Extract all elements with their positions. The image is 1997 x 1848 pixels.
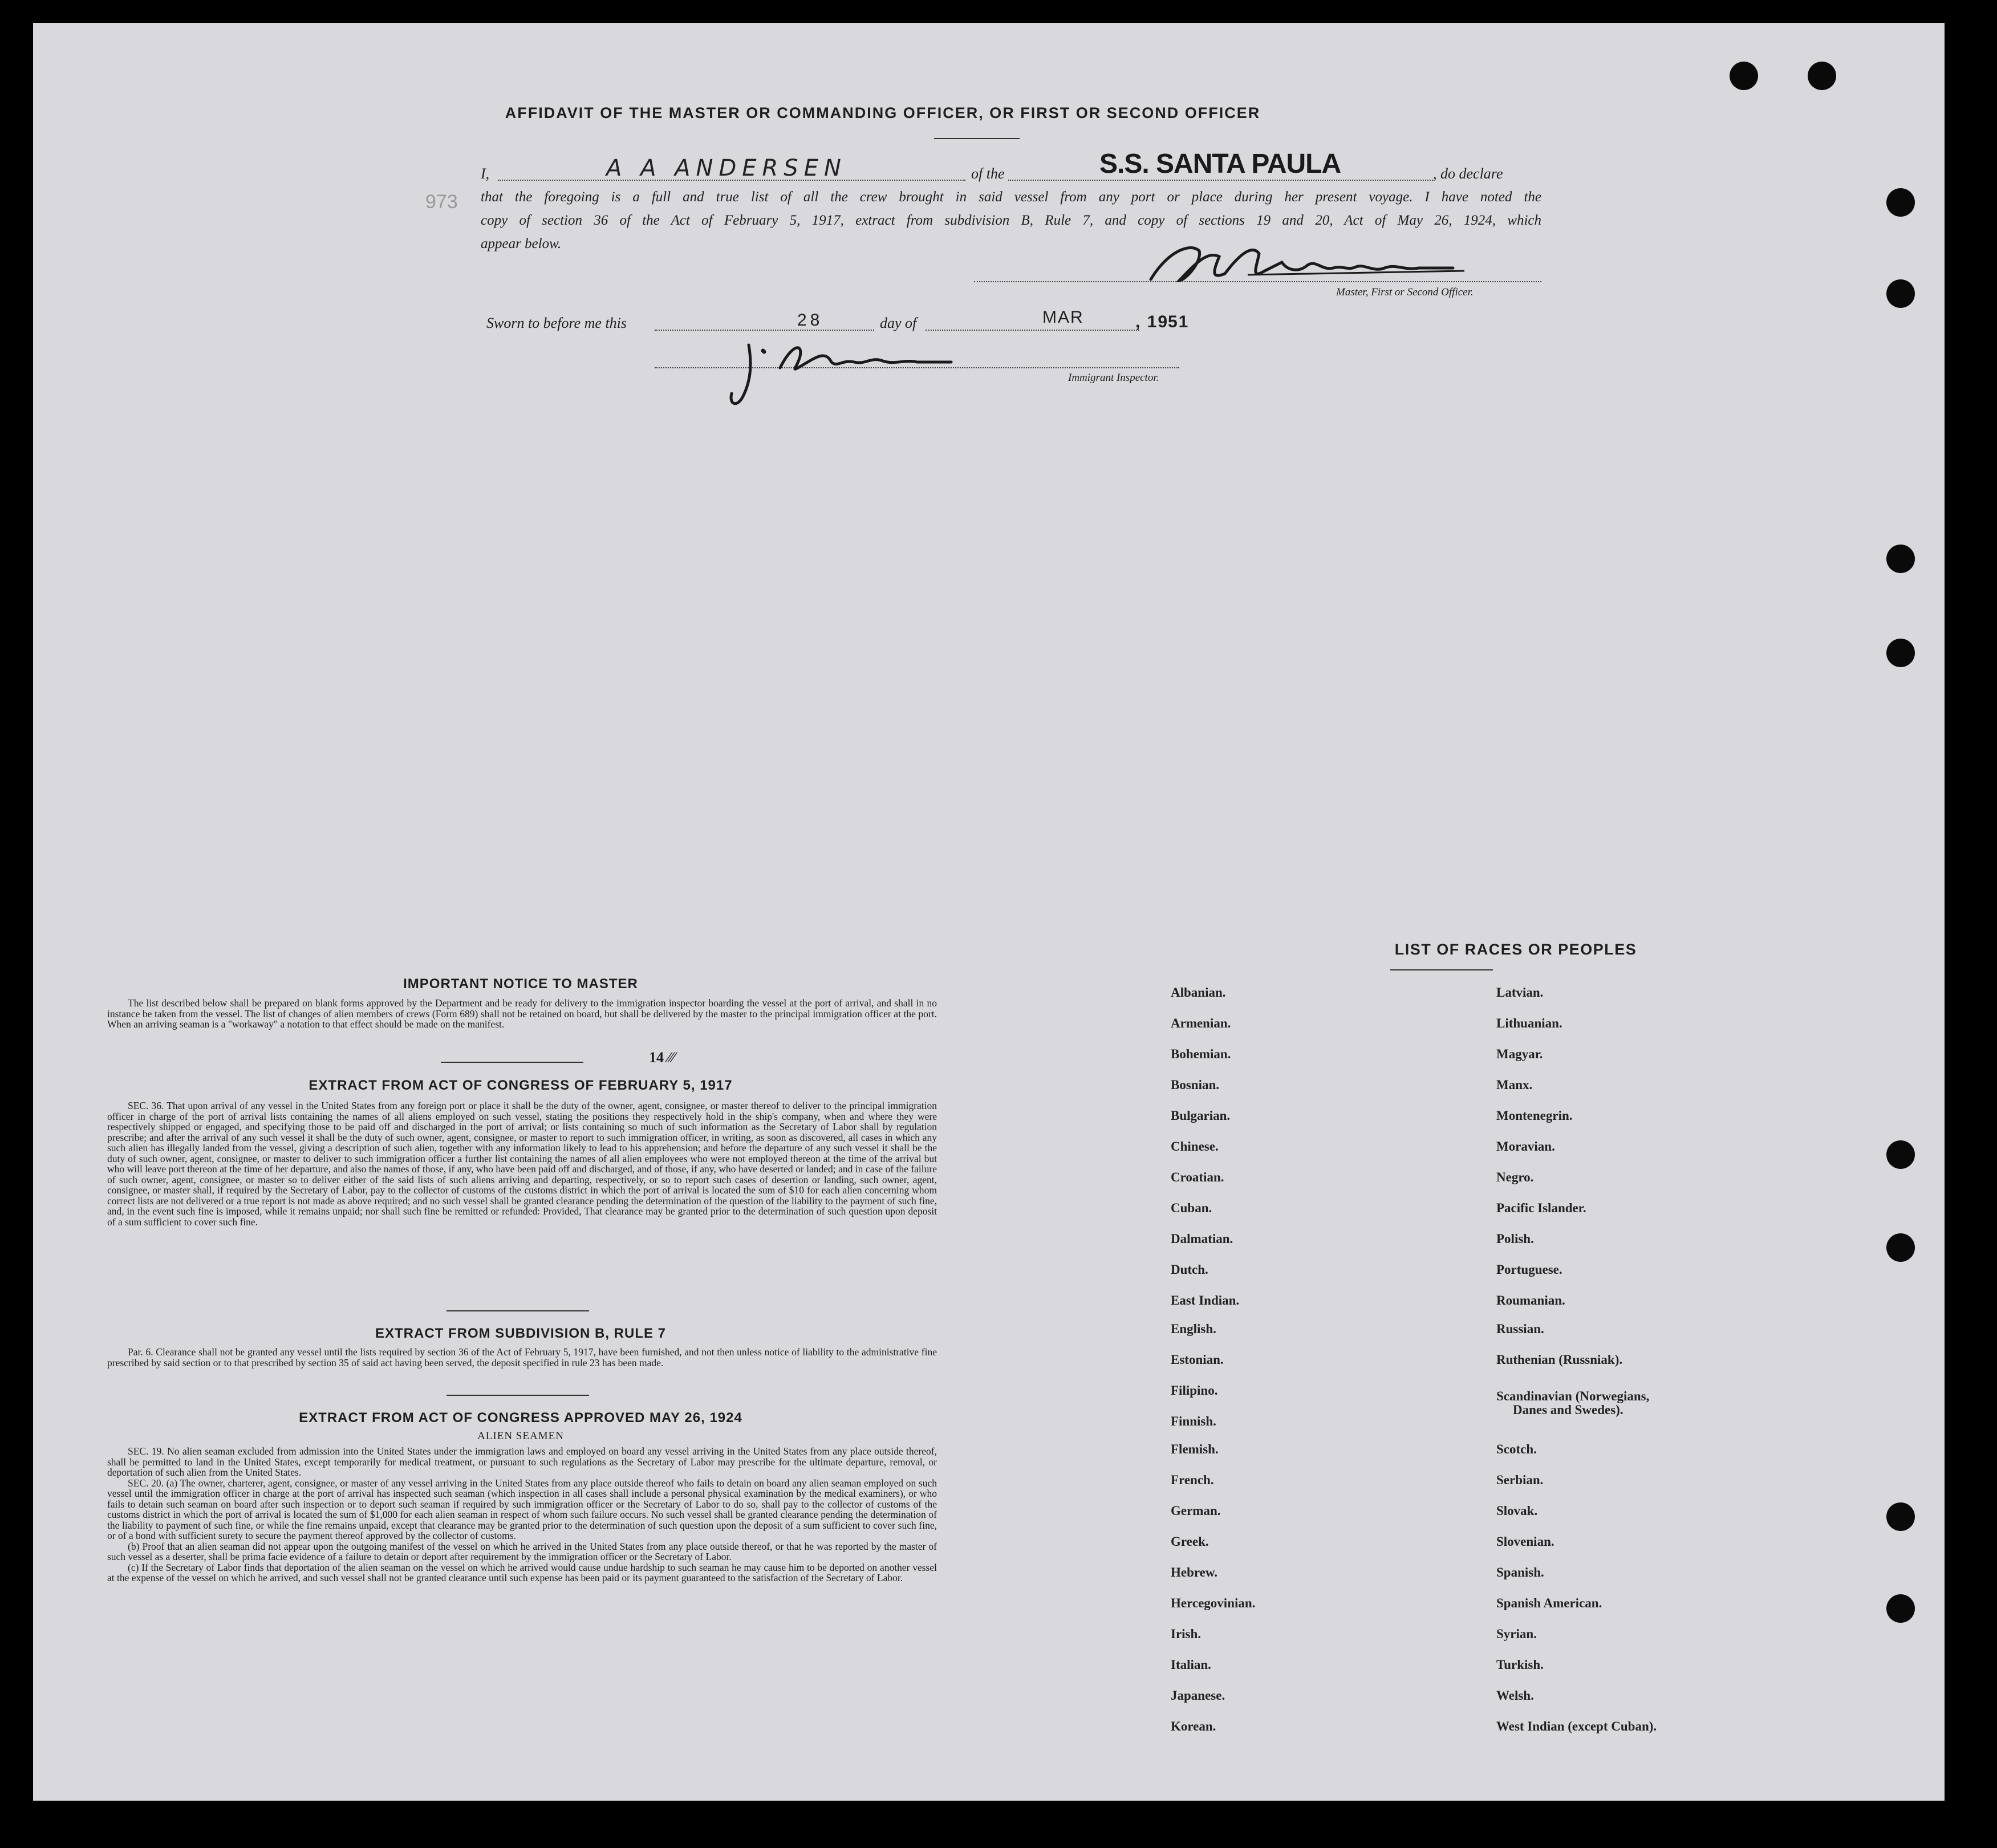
notice-mark: 14 ⁄⁄⁄ — [649, 1049, 675, 1066]
race-item: Estonian. — [1171, 1353, 1224, 1367]
rule7-title: EXTRACT FROM SUBDIVISION B, RULE 7 — [375, 1326, 667, 1341]
section-20a-paragraph: SEC. 20. (a) The owner, charterer, agent, consignee, or master of any vessel arriving in the United States from any place outside thereof who fails to detain on board any alien seaman employed on such vessel until the immigration officer in charge at the port of arrival has inspected such seaman (which inspection in all cases shall include a personal physical examination by the medical examiners), or who fails to detain such seaman on board after such inspection or to deport such seaman if required by such immigration officer or the Secretary of Labor to do so, shall pay to the collector of customs of the customs district in which the port of arrival is located the sum of $1,000 for each alien seaman in respect of whom such failure occurs. No such vessel shall be granted clearance pending the determination of the liability to payment of such fine, or while the fine remains unpaid, except that clearance may be granted prior to the determination of such question upon the deposit of a sum sufficient to cover such fine, or of a bond with sufficient surety to secure the payment thereof approved by the collector of customs. — [107, 1477, 937, 1541]
inspector-caption: Immigrant Inspector. — [1068, 372, 1159, 384]
race-item: Korean. — [1171, 1719, 1216, 1733]
race-item: Flemish. — [1171, 1442, 1219, 1456]
race-item: Portuguese. — [1496, 1262, 1562, 1277]
notice-title: IMPORTANT NOTICE TO MASTER — [403, 976, 638, 992]
notice-paragraph: The list described below shall be prepared on blank forms approved by the Department and be ready for delivery to the immigration inspector boarding the vessel at the port of arrival, and shall in no instance be taken from the vessel. The list of changes of alien members of crews (Form 689) shall not be retained on board, but shall be delivered by the master to the principal immigration officer at the port. When an arriving seaman is a "workaway" a notation to that effect should be made on the manifest. — [107, 997, 937, 1030]
sworn-year: 51 — [1168, 312, 1190, 331]
rule7-paragraph: Par. 6. Clearance shall not be granted any vessel until the lists required by section 36 of the Act of February 5, 1917, have been furnished, and not then unless notice of liability to the administrative fine prescribed by said section or to that prescribed by section 35 of said act having been served, the deposit specified in rule 23 has been made. — [107, 1346, 937, 1368]
sworn-day: 28 — [797, 311, 823, 330]
punch-hole — [1886, 1140, 1915, 1169]
extract-1924-title: EXTRACT FROM ACT OF CONGRESS APPROVED MAY 26, 1924 — [299, 1410, 742, 1425]
race-item: Welsh. — [1496, 1688, 1534, 1703]
year-prefix: , 19 — [1135, 312, 1169, 331]
race-item: Filipino. — [1171, 1383, 1218, 1398]
race-item: English. — [1171, 1322, 1216, 1336]
section-20c-paragraph: (c) If the Secretary of Labor finds that deportation of the alien seaman on the vessel on which he arrived would cause undue hardship to such seaman he may cause him to be deported on another vessel at the expense of the vessel on which he arrived, and such vessel shall not be granted clearance until such expense has been paid or its payment guaranteed to the satisfaction of the Secretary of Labor. — [107, 1561, 937, 1583]
month-line — [926, 330, 1139, 331]
alien-seamen-subtitle: ALIEN SEAMEN — [477, 1430, 564, 1442]
race-item: Magyar. — [1496, 1047, 1543, 1061]
race-item: Italian. — [1171, 1658, 1211, 1672]
race-item: Manx. — [1496, 1078, 1533, 1092]
race-item: Montenegrin. — [1496, 1108, 1573, 1123]
race-item: Chinese. — [1171, 1139, 1219, 1154]
title-rule — [934, 138, 1020, 139]
race-item: Pacific Islander. — [1496, 1201, 1586, 1215]
race-item: Japanese. — [1171, 1688, 1225, 1703]
punch-hole — [1886, 188, 1915, 217]
section-36-paragraph: SEC. 36. That upon arrival of any vessel in the United States from any foreign port or place it shall be the duty of the owner, agent, consignee, or master thereof to deliver to the principal immigration officer in charge of the port of arrival lists containing the names of all aliens employed on such vessel, stating the positions they respectively hold in the ship's company, when and where they were respectively shipped or engaged, and specifying those to be paid off and discharged in the port of arrival; or lists containing so much of such information as the Secretary of Labor shall by regulation prescribe; and after the arrival of any such vessel it shall be the duty of such owner, agent, consignee, or master to report to such immigration officer, in writing, as soon as discovered, all cases in which any such alien has illegally landed from the vessel, giving a description of such alien, together with any information likely to lead to his apprehension; and before the departure of any such vessel it shall be the duty of such owner, agent, consignee, or master to deliver to such immigration officer a further list containing the names of all alien employees who were not employed thereon at the time of the arrival but who will leave port thereon at the time of her departure, and also the names of those, if any, who have been paid off and discharged, and of those, if any, who have deserted or landed; and in case of the failure of such owner, agent, consignee, or master so to deliver either of the said lists of such aliens arriving and departing, respectively, or so to report such cases of desertion or landing, such owner, agent, consignee, or master shall, if required by the Secretary of Labor, pay to the collector of customs of the customs district in which the port of arrival is located the sum of $10 for each alien concerning whom correct lists are not delivered or a true report is not made as above required; and no such vessel shall be granted clearance pending the determination of the question of the liability to the payment of such fine, and, in the event such fine is imposed, while it remains unpaid; nor shall such fine be remitted or refunded: Provided, That clearance may be granted prior to the determination of such question upon deposit of a sum sufficient to cover such fine. — [107, 1100, 937, 1228]
race-item: Spanish American. — [1496, 1596, 1602, 1610]
race-item: West Indian (except Cuban). — [1496, 1719, 1657, 1733]
punch-hole — [1886, 545, 1915, 573]
race-item: Finnish. — [1171, 1414, 1216, 1428]
race-item: Hebrew. — [1171, 1565, 1217, 1579]
section-20b-paragraph: (b) Proof that an alien seaman did not appear upon the outgoing manifest of the vessel on which he arrived in the United States from any place outside thereof, or that he was reported by the master of such vessel as a deserter, shall be prima facie evidence of a failure to detain or deport after requirement by the immigration officer or the Secretary of Labor. — [107, 1540, 937, 1562]
punch-hole — [1886, 1502, 1915, 1531]
race-item: Latvian. — [1496, 985, 1544, 1000]
section-rule — [447, 1310, 589, 1311]
race-item: Scotch. — [1496, 1442, 1537, 1456]
document-sheet — [33, 23, 1945, 1801]
race-item: Turkish. — [1496, 1658, 1544, 1672]
race-item: Armenian. — [1171, 1016, 1231, 1030]
sworn-month: MAR — [1042, 308, 1084, 327]
master-caption: Master, First or Second Officer. — [1336, 286, 1474, 298]
race-item: German. — [1171, 1504, 1221, 1518]
affidavit-body-line: appear below. — [481, 236, 562, 251]
i-label: I, — [481, 165, 490, 182]
race-item: French. — [1171, 1473, 1214, 1487]
race-item: Syrian. — [1496, 1627, 1537, 1641]
race-item: Greek. — [1171, 1534, 1209, 1549]
affidavit-body-line: copy of section 36 of the Act of February 5, 1917, extract from subdivision B, Rule 7, and copy of sections 19 and 20, Act of May 26, 1924, which — [481, 213, 1541, 228]
punch-hole — [1730, 62, 1758, 90]
master-signature — [1145, 239, 1499, 291]
races-title-rule — [1390, 969, 1493, 970]
extract-1917-text — [107, 1100, 937, 1227]
vessel-name: S.S. SANTA PAULA — [1099, 149, 1341, 179]
race-item: Irish. — [1171, 1627, 1202, 1641]
race-item: Scandinavian (Norwegians, — [1496, 1389, 1650, 1403]
race-item: Slovak. — [1496, 1504, 1538, 1518]
race-item: Dalmatian. — [1171, 1232, 1233, 1246]
vessel-line — [1008, 180, 1433, 181]
section-rule — [441, 1062, 583, 1063]
of-the-label: of the — [971, 165, 1005, 182]
inspector-signature — [717, 334, 985, 413]
races-title: LIST OF RACES OR PEOPLES — [1394, 941, 1637, 958]
race-item: Lithuanian. — [1496, 1016, 1562, 1030]
race-item: Bosnian. — [1171, 1078, 1220, 1092]
day-of-label: day of — [880, 315, 917, 331]
race-item: Albanian. — [1171, 985, 1226, 1000]
extract-1924-text — [107, 1446, 937, 1583]
master-name: A A ANDERSEN — [606, 155, 847, 181]
race-item: Hercegovinian. — [1171, 1596, 1256, 1610]
notice-text — [107, 998, 937, 1030]
race-item: Negro. — [1496, 1170, 1534, 1184]
extract-1917-title: EXTRACT FROM ACT OF CONGRESS OF FEBRUARY 5, 1917 — [309, 1078, 733, 1093]
punch-hole — [1886, 1233, 1915, 1262]
race-item: Dutch. — [1171, 1262, 1208, 1277]
race-item: Moravian. — [1496, 1139, 1555, 1154]
affidavit-body-line: that the foregoing is a full and true list of all the crew brought in said vessel from any port or place during her present voyage. I have noted the — [481, 189, 1541, 205]
rule7-text — [107, 1347, 937, 1368]
race-item: Croatian. — [1171, 1170, 1224, 1184]
punch-hole — [1886, 639, 1915, 667]
race-item: Danes and Swedes). — [1513, 1403, 1623, 1417]
race-item: Bohemian. — [1171, 1047, 1231, 1061]
sworn-label: Sworn to before me this — [486, 315, 627, 331]
punch-hole — [1886, 279, 1915, 308]
punch-hole — [1886, 1594, 1915, 1623]
race-item: Bulgarian. — [1171, 1108, 1231, 1123]
day-line — [655, 330, 874, 331]
race-item: Spanish. — [1496, 1565, 1544, 1579]
race-item: East Indian. — [1171, 1293, 1240, 1307]
do-declare-label: , do declare — [1433, 165, 1503, 182]
race-item: Polish. — [1496, 1232, 1534, 1246]
race-item: Serbian. — [1496, 1473, 1544, 1487]
punch-hole — [1808, 62, 1836, 90]
race-item: Russian. — [1496, 1322, 1544, 1336]
race-item: Ruthenian (Russniak). — [1496, 1353, 1623, 1367]
section-rule — [447, 1395, 589, 1396]
affidavit-title: AFFIDAVIT OF THE MASTER OR COMMANDING OFFICER, OR FIRST OR SECOND OFFICER — [505, 104, 1261, 121]
stray-mark: 973 — [425, 191, 458, 213]
race-item: Slovenian. — [1496, 1534, 1554, 1549]
race-item: Cuban. — [1171, 1201, 1212, 1215]
race-item: Roumanian. — [1496, 1293, 1565, 1307]
section-19-paragraph: SEC. 19. No alien seaman excluded from admission into the United States under the immigration laws and employed on board any vessel arriving in the United States from any place outside thereof, shall be permitted to land in the United States, except temporarily for medical treatment, or pursuant to such regulations as the Secretary of Labor may prescribe for the ultimate departure, removal, or deportation of such alien from the United States. — [107, 1445, 937, 1478]
